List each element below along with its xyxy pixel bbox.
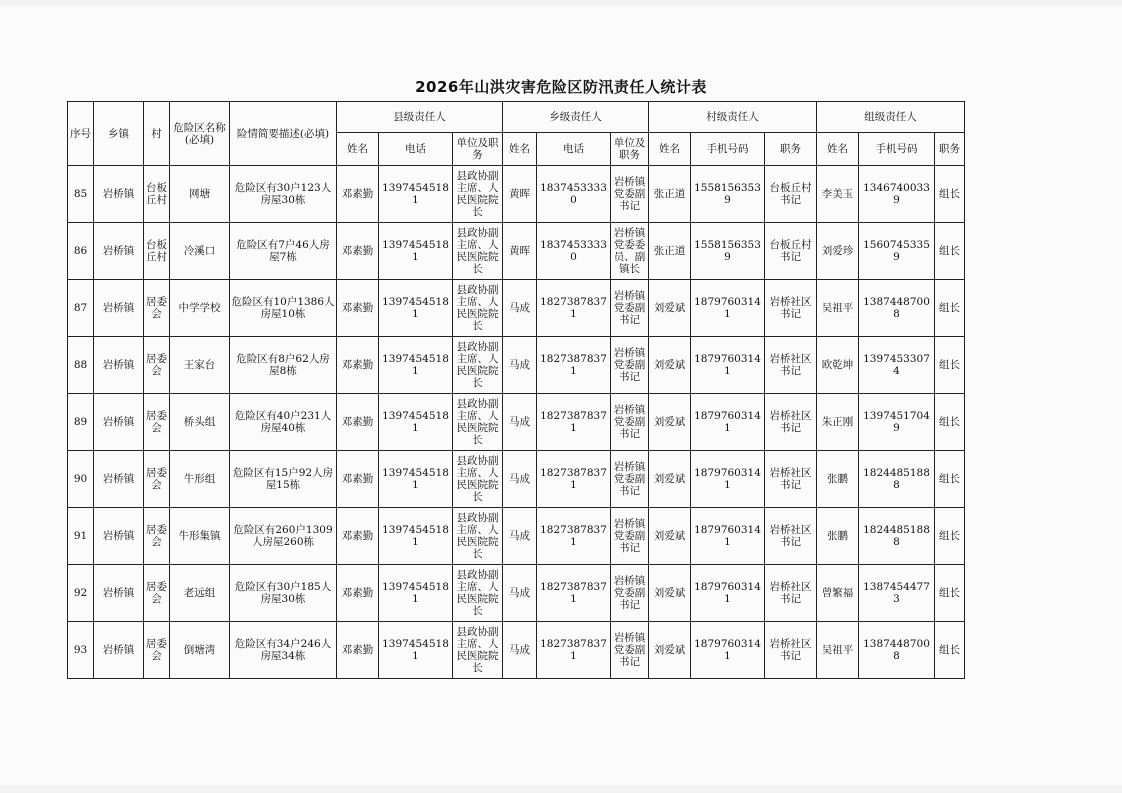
header-group-duty: 职务 (935, 133, 965, 166)
row-zone: 网塘 (170, 166, 230, 223)
row-village-duty: 岩桥社区书记 (765, 565, 817, 622)
row-county-phone: 13974545181 (379, 166, 453, 223)
row-county-unit: 县政协副主席、人民医院院长 (453, 394, 503, 451)
row-county-phone: 13974545181 (379, 622, 453, 679)
row-county-phone: 13974545181 (379, 565, 453, 622)
row-zone: 倒塘湾 (170, 622, 230, 679)
row-township-phone: 18273878371 (537, 394, 611, 451)
row-group-mobile: 15607453359 (859, 223, 935, 280)
row-desc: 危险区有40户231人房屋40栋 (230, 394, 337, 451)
row-township-unit: 岩桥镇党委副书记 (611, 565, 649, 622)
row-zone: 老远组 (170, 565, 230, 622)
row-township-name: 黄晖 (503, 223, 537, 280)
row-village-name: 张正道 (649, 223, 691, 280)
header-seq: 序号 (68, 102, 94, 166)
row-group-duty: 组长 (935, 337, 965, 394)
header-county: 县级责任人 (337, 102, 503, 133)
row-county-unit: 县政协副主席、人民医院院长 (453, 508, 503, 565)
row-zone: 桥头组 (170, 394, 230, 451)
row-village-duty: 岩桥社区书记 (765, 451, 817, 508)
row-township-name: 马成 (503, 337, 537, 394)
row-township-unit: 岩桥镇党委副书记 (611, 451, 649, 508)
row-township-phone: 18273878371 (537, 280, 611, 337)
row-desc: 危险区有30户123人房屋30栋 (230, 166, 337, 223)
row-village-mobile: 18797603141 (691, 394, 765, 451)
row-group-mobile: 13974533074 (859, 337, 935, 394)
responsibility-table (67, 101, 965, 679)
row-township-phone: 18273878371 (537, 337, 611, 394)
row-county-unit: 县政协副主席、人民医院院长 (453, 166, 503, 223)
row-county-phone: 13974545181 (379, 508, 453, 565)
row-group-duty: 组长 (935, 394, 965, 451)
row-village: 居委会 (144, 508, 170, 565)
table-row (68, 451, 965, 508)
row-township-name: 马成 (503, 565, 537, 622)
row-village-name: 刘爱斌 (649, 508, 691, 565)
header-group-name: 姓名 (817, 133, 859, 166)
row-village-name: 刘爱斌 (649, 565, 691, 622)
row-group-name: 曾繁福 (817, 565, 859, 622)
row-county-name: 邓素勤 (337, 394, 379, 451)
row-village-duty: 台板丘村书记 (765, 166, 817, 223)
header-town: 乡镇 (94, 102, 144, 166)
row-group-duty: 组长 (935, 166, 965, 223)
row-zone: 中学学校 (170, 280, 230, 337)
scan-edge-top (0, 0, 1122, 6)
row-township-phone: 18273878371 (537, 508, 611, 565)
row-desc: 危险区有34户246人房屋34栋 (230, 622, 337, 679)
header-village-mobile: 手机号码 (691, 133, 765, 166)
row-county-name: 邓素勤 (337, 280, 379, 337)
header-village-duty: 职务 (765, 133, 817, 166)
row-village-name: 刘爱斌 (649, 394, 691, 451)
row-county-phone: 13974545181 (379, 280, 453, 337)
row-township-name: 马成 (503, 451, 537, 508)
row-group-name: 张鹏 (817, 451, 859, 508)
row-village: 居委会 (144, 337, 170, 394)
table-row (68, 394, 965, 451)
row-village-duty: 岩桥社区书记 (765, 280, 817, 337)
row-county-unit: 县政协副主席、人民医院院长 (453, 451, 503, 508)
row-village-name: 刘爱斌 (649, 337, 691, 394)
row-group-name: 吴祖平 (817, 280, 859, 337)
row-zone: 牛形组 (170, 451, 230, 508)
row-township-unit: 岩桥镇党委委员、副镇长 (611, 223, 649, 280)
row-village: 台板丘村 (144, 223, 170, 280)
row-group-name: 刘爱珍 (817, 223, 859, 280)
header-zone: 危险区名称(必填) (170, 102, 230, 166)
page-title: 2026年山洪灾害危险区防汛责任人统计表 (415, 78, 707, 96)
row-village: 居委会 (144, 622, 170, 679)
row-group-mobile: 13974517049 (859, 394, 935, 451)
row-township-name: 马成 (503, 394, 537, 451)
row-group-duty: 组长 (935, 451, 965, 508)
row-county-name: 邓素勤 (337, 451, 379, 508)
row-group-mobile: 18244851888 (859, 508, 935, 565)
row-town: 岩桥镇 (94, 508, 144, 565)
table-row (68, 337, 965, 394)
header-village-level: 村级责任人 (649, 102, 817, 133)
header-township: 乡级责任人 (503, 102, 649, 133)
row-desc: 危险区有15户92人房屋15栋 (230, 451, 337, 508)
row-group-duty: 组长 (935, 622, 965, 679)
row-township-unit: 岩桥镇党委副书记 (611, 166, 649, 223)
row-village-name: 刘爱斌 (649, 280, 691, 337)
row-town: 岩桥镇 (94, 223, 144, 280)
header-township-phone: 电话 (537, 133, 611, 166)
row-township-phone: 18374533330 (537, 166, 611, 223)
row-village-duty: 岩桥社区书记 (765, 508, 817, 565)
row-township-unit: 岩桥镇党委副书记 (611, 622, 649, 679)
row-county-name: 邓素勤 (337, 622, 379, 679)
row-village-duty: 台板丘村书记 (765, 223, 817, 280)
row-township-name: 黄晖 (503, 166, 537, 223)
row-village: 居委会 (144, 280, 170, 337)
header-township-unit: 单位及职务 (611, 133, 649, 166)
row-zone: 冷溪口 (170, 223, 230, 280)
row-group-duty: 组长 (935, 508, 965, 565)
row-group-duty: 组长 (935, 280, 965, 337)
header-village: 村 (144, 102, 170, 166)
row-county-phone: 13974545181 (379, 451, 453, 508)
row-county-name: 邓素勤 (337, 223, 379, 280)
table-row (68, 565, 965, 622)
header-group-mobile: 手机号码 (859, 133, 935, 166)
row-village-mobile: 18797603141 (691, 451, 765, 508)
header-county-name: 姓名 (337, 133, 379, 166)
row-group-duty: 组长 (935, 223, 965, 280)
row-village-mobile: 18797603141 (691, 280, 765, 337)
row-town: 岩桥镇 (94, 565, 144, 622)
row-seq: 89 (68, 394, 94, 451)
row-town: 岩桥镇 (94, 280, 144, 337)
row-zone: 王家台 (170, 337, 230, 394)
row-seq: 86 (68, 223, 94, 280)
row-township-phone: 18273878371 (537, 565, 611, 622)
row-town: 岩桥镇 (94, 451, 144, 508)
row-township-unit: 岩桥镇党委副书记 (611, 394, 649, 451)
row-desc: 危险区有260户1309人房屋260栋 (230, 508, 337, 565)
row-county-name: 邓素勤 (337, 166, 379, 223)
row-county-unit: 县政协副主席、人民医院院长 (453, 223, 503, 280)
row-county-phone: 13974545181 (379, 337, 453, 394)
row-county-name: 邓素勤 (337, 508, 379, 565)
row-village: 居委会 (144, 565, 170, 622)
row-group-name: 张鹏 (817, 508, 859, 565)
row-town: 岩桥镇 (94, 622, 144, 679)
row-village-duty: 岩桥社区书记 (765, 337, 817, 394)
row-township-unit: 岩桥镇党委副书记 (611, 280, 649, 337)
row-county-name: 邓素勤 (337, 337, 379, 394)
row-town: 岩桥镇 (94, 394, 144, 451)
row-seq: 85 (68, 166, 94, 223)
header-group: 组级责任人 (817, 102, 965, 133)
table-row (68, 166, 965, 223)
row-village: 台板丘村 (144, 166, 170, 223)
row-township-phone: 18374533330 (537, 223, 611, 280)
table-row (68, 622, 965, 679)
row-seq: 87 (68, 280, 94, 337)
row-township-phone: 18273878371 (537, 622, 611, 679)
row-group-mobile: 18244851888 (859, 451, 935, 508)
row-town: 岩桥镇 (94, 337, 144, 394)
row-county-unit: 县政协副主席、人民医院院长 (453, 280, 503, 337)
header-county-unit: 单位及职务 (453, 133, 503, 166)
row-county-phone: 13974545181 (379, 223, 453, 280)
row-seq: 92 (68, 565, 94, 622)
table-row (68, 280, 965, 337)
header-village-name: 姓名 (649, 133, 691, 166)
row-desc: 危险区有10户1386人房屋10栋 (230, 280, 337, 337)
row-village-name: 刘爱斌 (649, 622, 691, 679)
row-village-name: 张正道 (649, 166, 691, 223)
row-village-duty: 岩桥社区书记 (765, 622, 817, 679)
row-township-name: 马成 (503, 280, 537, 337)
row-seq: 88 (68, 337, 94, 394)
row-group-name: 朱正刚 (817, 394, 859, 451)
row-village-mobile: 18797603141 (691, 508, 765, 565)
header-county-phone: 电话 (379, 133, 453, 166)
row-seq: 90 (68, 451, 94, 508)
row-county-unit: 县政协副主席、人民医院院长 (453, 337, 503, 394)
row-seq: 91 (68, 508, 94, 565)
row-village: 居委会 (144, 451, 170, 508)
row-village: 居委会 (144, 394, 170, 451)
row-group-mobile: 13874544773 (859, 565, 935, 622)
row-village-duty: 岩桥社区书记 (765, 394, 817, 451)
row-township-name: 马成 (503, 508, 537, 565)
row-group-duty: 组长 (935, 565, 965, 622)
row-township-unit: 岩桥镇党委副书记 (611, 337, 649, 394)
row-town: 岩桥镇 (94, 166, 144, 223)
row-village-mobile: 18797603141 (691, 565, 765, 622)
row-desc: 危险区有30户185人房屋30栋 (230, 565, 337, 622)
row-township-phone: 18273878371 (537, 451, 611, 508)
row-group-name: 吴祖平 (817, 622, 859, 679)
row-village-mobile: 15581563539 (691, 166, 765, 223)
row-group-name: 李美玉 (817, 166, 859, 223)
row-group-mobile: 13874487008 (859, 622, 935, 679)
row-desc: 危险区有8户62人房屋8栋 (230, 337, 337, 394)
row-county-phone: 13974545181 (379, 394, 453, 451)
row-group-mobile: 13467400339 (859, 166, 935, 223)
row-group-name: 欧乾坤 (817, 337, 859, 394)
table-row (68, 223, 965, 280)
row-group-mobile: 13874487008 (859, 280, 935, 337)
row-village-mobile: 15581563539 (691, 223, 765, 280)
row-county-unit: 县政协副主席、人民医院院长 (453, 565, 503, 622)
row-village-mobile: 18797603141 (691, 622, 765, 679)
row-township-unit: 岩桥镇党委副书记 (611, 508, 649, 565)
header-desc: 险情简要描述(必填) (230, 102, 337, 166)
row-zone: 牛形集镇 (170, 508, 230, 565)
header-township-name: 姓名 (503, 133, 537, 166)
row-township-name: 马成 (503, 622, 537, 679)
row-county-unit: 县政协副主席、人民医院院长 (453, 622, 503, 679)
table-row (68, 508, 965, 565)
row-village-mobile: 18797603141 (691, 337, 765, 394)
scan-edge-bottom (0, 785, 1122, 793)
row-village-name: 刘爱斌 (649, 451, 691, 508)
row-seq: 93 (68, 622, 94, 679)
row-county-name: 邓素勤 (337, 565, 379, 622)
row-desc: 危险区有7户46人房屋7栋 (230, 223, 337, 280)
